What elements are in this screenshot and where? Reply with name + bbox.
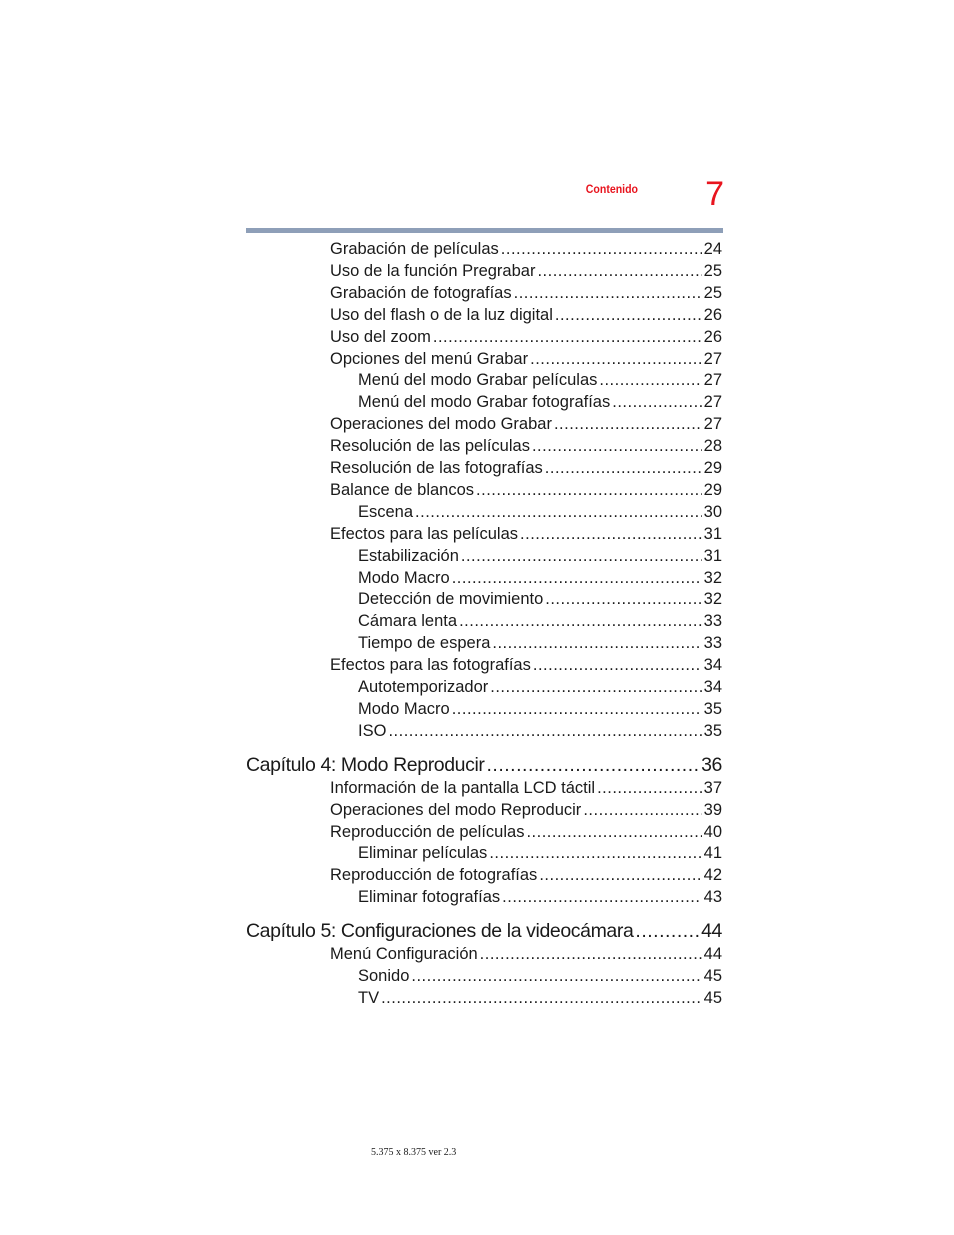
toc-leader-dots [555,306,702,325]
toc-entry-page: 34 [703,656,722,675]
toc-entry-page: 39 [703,800,722,819]
footer-print-spec: 5.375 x 8.375 ver 2.3 [371,1147,457,1158]
toc-entry-page: 32 [703,590,722,609]
toc-entry-title: Uso de la función Pregrabar [330,261,536,280]
toc-entry-title: Grabación de películas [330,240,499,258]
toc-entry[interactable] [358,888,722,910]
toc-leader-dots [381,989,702,1008]
toc-entry-page: 34 [703,678,722,696]
toc-entry-page: 35 [703,721,722,740]
toc-entry-page: 35 [703,699,722,718]
section-header: Contenido [585,182,638,196]
toc-entry-page: 29 [703,459,722,477]
toc-leader-dots [533,656,702,675]
toc-entry-title: Balance de blancos [330,480,475,499]
toc-leader-dots [461,547,702,566]
toc-entry[interactable] [358,844,722,866]
toc-entry-title: Información de la pantalla LCD táctil [330,778,596,797]
toc-entry-page: 44 [701,920,722,943]
toc-entry-title: Reproducción de películas [330,822,525,841]
toc-leader-dots [537,262,701,281]
toc-entry-page: 27 [703,371,722,390]
toc-entry-title: ISO [358,721,387,740]
toc-entry-page: 26 [703,305,722,324]
toc-entry[interactable] [330,262,722,284]
toc-entry[interactable] [358,722,722,744]
toc-entry-page: 42 [703,866,722,885]
toc-entry[interactable] [358,503,722,525]
toc-entry-page: 27 [703,415,722,434]
toc-entry-title: Capítulo 5: Configuraciones de la videocámara [246,920,634,943]
toc-entry[interactable] [358,612,722,634]
toc-entry-title: Operaciones del modo Reproducir [330,800,582,819]
toc-entry-page: 27 [703,393,722,412]
toc-leader-dots [433,328,702,347]
toc-entry[interactable] [358,967,722,989]
toc-entry[interactable] [330,437,722,459]
toc-leader-dots [532,437,702,456]
toc-entry-title: Autotemporizador [358,678,489,696]
toc-entry[interactable] [358,547,722,569]
toc-entry-title: Opciones del menú Grabar [330,349,529,368]
toc-leader-dots [599,371,701,390]
toc-entry-page: 25 [703,283,722,302]
toc-leader-dots [583,801,701,820]
toc-leader-dots [554,415,702,434]
toc-entry-title: Reproducción de fotografías [330,866,538,885]
toc-entry-page: 45 [703,988,722,1007]
toc-entry-page: 31 [703,524,722,543]
toc-entry[interactable] [330,525,722,547]
toc-leader-dots [514,284,702,303]
toc-entry-page: 40 [703,822,722,841]
toc-entry[interactable] [330,415,722,437]
toc-entry-title: Uso del zoom [330,327,431,346]
toc-entry-title: Escena [358,502,414,521]
toc-entry[interactable] [330,481,722,503]
toc-entry-page: 37 [703,778,722,797]
toc-entry[interactable] [330,350,722,372]
toc-entry[interactable] [358,700,722,722]
toc-entry[interactable] [330,823,722,845]
toc-entry[interactable] [358,634,722,656]
toc-entry-title: Tiempo de espera [358,634,491,653]
toc-entry[interactable] [358,678,722,700]
toc-entry-title: Modo Macro [358,699,450,718]
toc-entry-page: 29 [703,480,722,499]
toc-entry-page: 24 [703,240,722,258]
toc-entry-page: 44 [703,945,722,964]
toc-entry-title: Menú del modo Grabar películas [358,371,598,390]
toc-leader-dots [415,503,702,522]
toc-entry-title: Modo Macro [358,568,450,587]
toc-leader-dots [487,754,700,777]
toc-chapter[interactable] [246,920,722,946]
toc-entry[interactable] [330,240,722,262]
toc-entry[interactable] [358,989,722,1011]
header-rule [246,228,723,233]
toc-leader-dots [635,920,699,943]
toc-leader-dots [545,459,702,478]
toc-entry-page: 30 [703,502,722,521]
toc-entry-title: TV [358,988,380,1007]
toc-leader-dots [452,700,702,719]
toc-leader-dots [526,823,701,842]
toc-leader-dots [597,779,702,798]
toc-entry-page: 27 [703,349,722,368]
toc-leader-dots [501,240,702,259]
toc-entry-page: 45 [703,967,722,985]
toc-leader-dots [452,569,702,588]
toc-entry[interactable] [330,801,722,823]
toc-entry-title: Efectos para las fotografías [330,656,531,675]
toc-entry-title: Sonido [358,967,410,985]
toc-entry[interactable] [330,284,722,306]
toc-entry-page: 41 [703,844,722,863]
toc-leader-dots [545,590,701,609]
toc-entry-page: 36 [701,753,722,776]
page-number: 7 [705,175,724,213]
toc-entry-title: Menú Configuración [330,945,478,964]
toc-leader-dots [530,350,702,369]
toc-entry[interactable] [358,371,722,393]
toc-leader-dots [490,678,701,697]
toc-entry-title: Grabación de fotografías [330,283,512,302]
toc-leader-dots [476,481,702,500]
toc-leader-dots [388,722,701,741]
toc-entry-title: Eliminar películas [358,844,488,863]
toc-entry[interactable] [330,866,722,888]
toc-leader-dots [492,634,701,653]
toc-entry-page: 26 [703,327,722,346]
toc-entry-title: Estabilización [358,546,459,565]
toc-entry-title: Eliminar fotografías [358,888,501,907]
toc-leader-dots [612,393,701,412]
toc-entry[interactable] [358,569,722,591]
toc-chapter[interactable] [246,754,722,780]
toc-entry-page: 33 [703,612,722,631]
toc-entry-page: 33 [703,634,722,653]
toc-entry[interactable] [330,459,722,481]
toc-leader-dots [459,612,702,631]
toc-entry-title: Operaciones del modo Grabar [330,415,552,434]
toc-entry-title: Cámara lenta [358,612,458,631]
toc-leader-dots [502,888,701,907]
toc-entry-page: 32 [703,568,722,587]
toc-entry-title: Uso del flash o de la luz digital [330,305,553,324]
toc-entry-title: Resolución de las fotografías [330,459,543,477]
toc-entry-title: Efectos para las películas [330,524,519,543]
toc-leader-dots [480,945,702,964]
toc-entry[interactable] [330,779,722,801]
toc-entry-page: 25 [703,261,722,280]
toc-entry-page: 31 [703,546,722,565]
toc-entry[interactable] [330,306,722,328]
toc-entry-title: Menú del modo Grabar fotografías [358,393,611,412]
toc-entry-title: Capítulo 4: Modo Reproducir [246,753,485,776]
toc-entry[interactable] [330,656,722,678]
toc-entry-page: 43 [703,888,722,907]
toc-leader-dots [539,866,701,885]
toc-entry[interactable] [330,945,722,967]
toc-entry-title: Resolución de las películas [330,437,530,456]
toc-leader-dots [411,967,701,986]
toc-leader-dots [520,525,702,544]
toc-entry-title: Detección de movimiento [358,590,544,609]
toc-leader-dots [489,844,701,863]
toc-entry[interactable] [330,328,722,350]
toc-entry-page: 28 [703,437,722,456]
toc-entry[interactable] [358,590,722,612]
toc-entry[interactable] [358,393,722,415]
